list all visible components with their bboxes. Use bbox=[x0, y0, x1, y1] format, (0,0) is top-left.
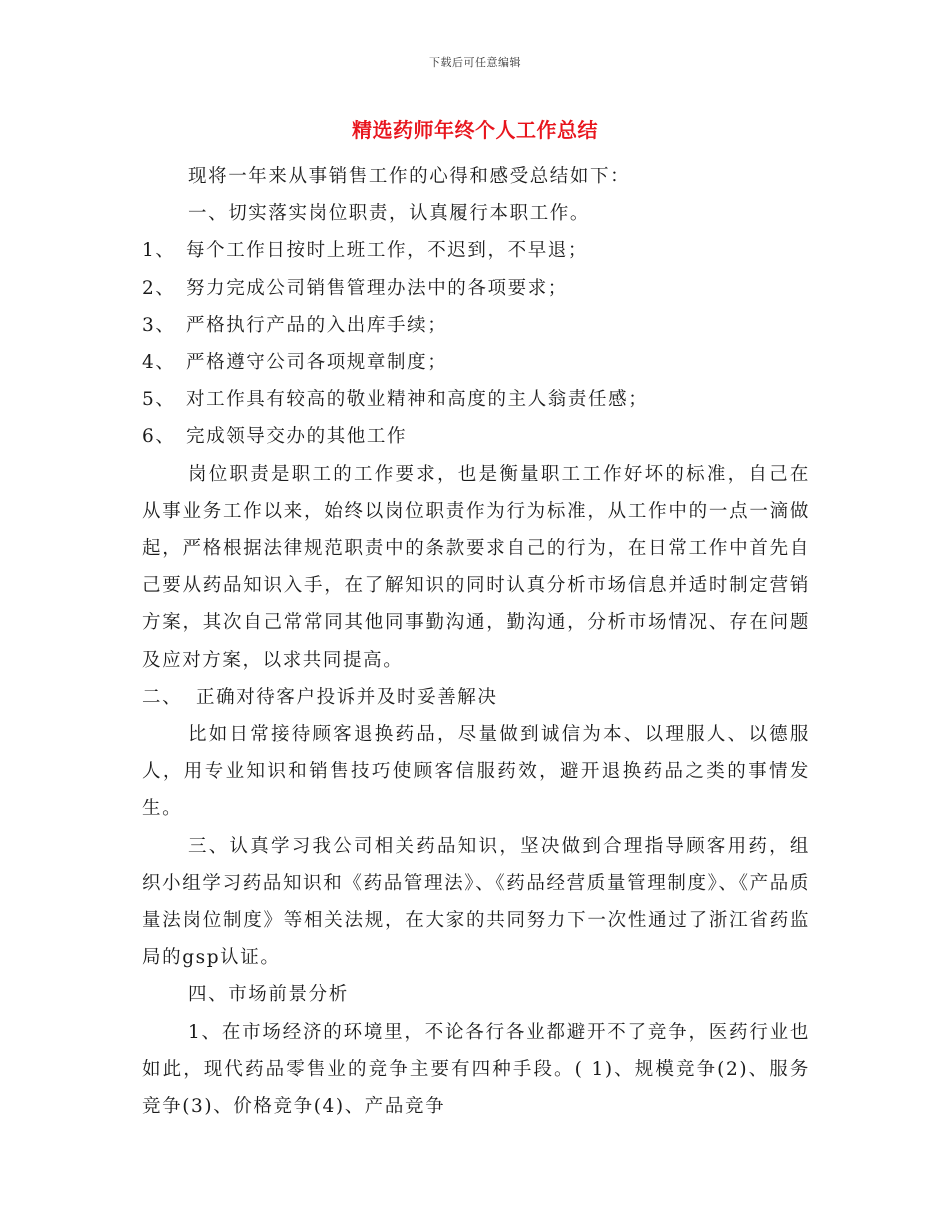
document-body bbox=[142, 158, 810, 1125]
section-3-paragraph: 三、认真学习我公司相关药品知识，坚决做到合理指导顾客用药，组织小组学习药品知识和《药品管理法》、《药品经营质量管理制度》、《产品质量法岗位制度》等相关法规，在大家的共同努力下一次性通过了浙江省药监局的gsp认证。 bbox=[142, 835, 810, 969]
list-item-number: 1、 bbox=[142, 240, 176, 262]
section-2-paragraph: 比如日常接待顾客退换药品，尽量做到诚信为本、以理服人、以德服人，用专业知识和销售技巧使顾客信服药效，避开退换药品之类的事情发生。 bbox=[142, 724, 810, 820]
document-title: 精选药师年终个人工作总结 bbox=[352, 118, 598, 142]
list-item bbox=[142, 344, 810, 381]
list-item-text: 完成领导交办的其他工作 bbox=[186, 426, 408, 448]
section-2-number: 二、 bbox=[142, 686, 183, 708]
section-1-paragraph: 岗位职责是职工的工作要求，也是衡量职工工作好坏的标准，自己在从事业务工作以来，始终以岗位职责作为行为标准，从工作中的一点一滴做起，严格根据法律规范职责中的条款要求自己的行为，在日常工作中首先自己要从药品知识入手，在了解知识的同时认真分析市场信息并适时制定营销方案，其次自己常常同其他同事勤沟通，勤沟通，分析市场情况、存在问题及应对方案，以求共同提高。 bbox=[142, 463, 810, 671]
section-2-heading bbox=[142, 679, 810, 716]
list-item-text: 严格遵守公司各项规章制度； bbox=[186, 352, 448, 374]
intro-paragraph: 现将一年来从事销售工作的心得和感受总结如下： bbox=[188, 166, 631, 187]
list-item-text: 每个工作日按时上班工作，不迟到，不早退； bbox=[186, 240, 589, 262]
list-item-text: 严格执行产品的入出库手续； bbox=[186, 314, 448, 336]
list-item bbox=[142, 418, 810, 455]
list-item-number: 4、 bbox=[142, 352, 176, 374]
list-item-number: 2、 bbox=[142, 277, 176, 299]
section-1-heading: 一、切实落实岗位职责，认真履行本职工作。 bbox=[188, 203, 591, 225]
list-item-number: 6、 bbox=[142, 426, 176, 448]
list-item-number: 5、 bbox=[142, 389, 176, 411]
header-note: 下载后可任意编辑 bbox=[429, 56, 521, 69]
section-2-heading-text: 正确对待客户投诉并及时妥善解决 bbox=[196, 686, 498, 708]
list-item bbox=[142, 381, 810, 418]
list-item-text: 努力完成公司销售管理办法中的各项要求； bbox=[186, 277, 568, 299]
list-item bbox=[142, 232, 810, 269]
list-item bbox=[142, 307, 810, 344]
section-4-paragraph: 1、在市场经济的环境里，不论各行各业都避开不了竞争，医药行业也如此，现代药品零售业的竞争主要有四种手段。( 1)、规模竞争(2)、服务竞争(3)、价格竞争(4)、产品竞争 bbox=[142, 1021, 810, 1118]
list-item-number: 3、 bbox=[142, 314, 176, 336]
list-item bbox=[142, 270, 810, 307]
section-4-heading: 四、市场前景分析 bbox=[188, 984, 349, 1006]
list-item-text: 对工作具有较高的敬业精神和高度的主人翁责任感； bbox=[186, 389, 649, 411]
